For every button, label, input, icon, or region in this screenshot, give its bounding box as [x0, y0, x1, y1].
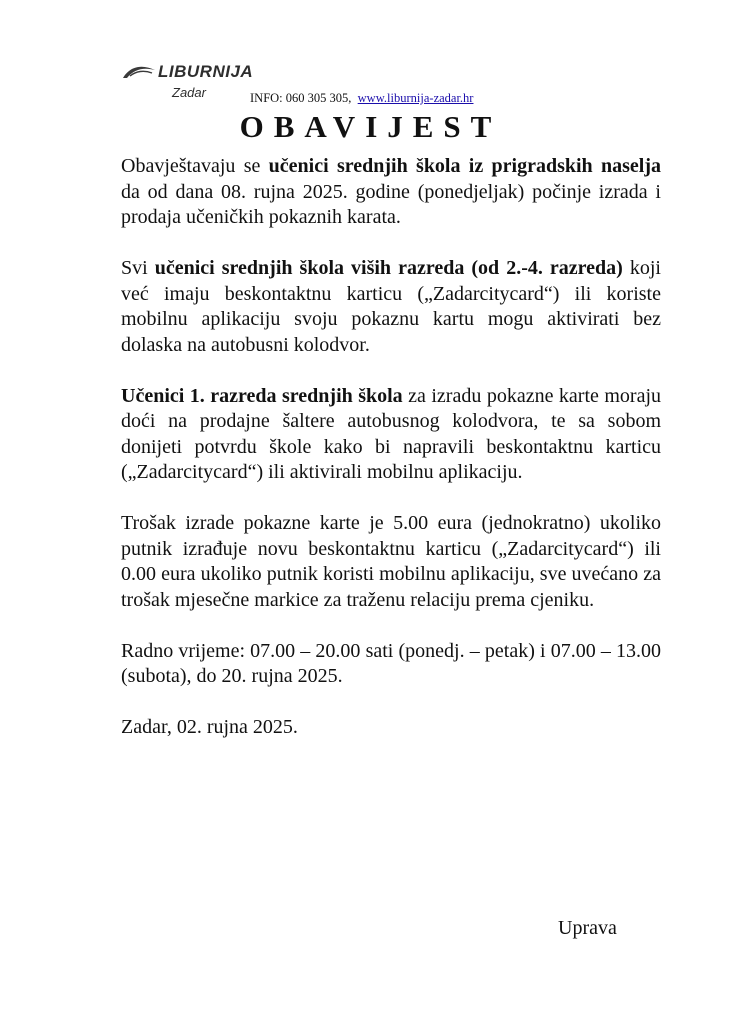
paragraph-1 [121, 154, 661, 231]
p2-text-1: Svi [121, 257, 155, 279]
paragraph-2 [121, 256, 661, 358]
signature: Uprava [558, 917, 617, 939]
notice-body [121, 154, 661, 766]
logo-city: Zadar [172, 85, 206, 100]
place-date: Zadar, 02. rujna 2025. [121, 716, 298, 738]
website-link[interactable]: www.liburnija-zadar.hr [357, 91, 474, 105]
paragraph-5: Radno vrijeme: 07.00 – 20.00 sati (ponedj. – petak) i 07.00 – 13.00 (subota), do 20. rujna 2025. [121, 639, 661, 687]
p1-bold-1: učenici srednjih škola iz prigradskih naselja [268, 155, 661, 177]
company-logo [122, 60, 252, 108]
logo-name: LIBURNIJA [158, 62, 254, 81]
p2-bold-1: učenici srednjih škola viših razreda (od 2.-4. razreda) [154, 257, 623, 279]
info-label: INFO [250, 91, 280, 105]
paragraph-3 [121, 384, 661, 486]
info-phone: : 060 305 305, [279, 91, 352, 105]
p3-bold-1: Učenici 1. razreda srednjih škola [121, 384, 403, 407]
p3-text-1: za izradu pokazne karte moraju doći na prodajne šaltere autobusnog kolodvora, te sa sobom donijeti potvrdu škole kako bi napravili beskontaktnu karticu („Zadarcitycard“) ili aktivirali mobilnu aplikaciju. [121, 384, 661, 483]
wave-logo-icon [122, 64, 156, 80]
p1-text-2: da od dana 08. rujna 2025. godine (ponedjeljak) počinje izrada i prodaja učeničkih pokaznih karata. [121, 180, 661, 228]
p1-text-1: Obavještavaju se [121, 155, 269, 177]
page-title: OBAVIJEST [239, 109, 502, 144]
info-line [250, 91, 473, 106]
paragraph-4: Trošak izrade pokazne karte je 5.00 eura (jednokratno) ukoliko putnik izrađuje novu beskontaktnu karticu („Zadarcitycard“) ili 0.00 eura ukoliko putnik koristi mobilnu aplikaciju, sve uvećano za trošak mjesečne markice za traženu relaciju prema cjeniku. [121, 512, 661, 611]
p2-text-2: koji već imaju beskontaktnu karticu („Zadarcitycard“) ili koriste mobilnu aplikaciju svoju pokaznu kartu mogu aktivirati bez dolaska na autobusni kolodvor. [121, 257, 661, 356]
